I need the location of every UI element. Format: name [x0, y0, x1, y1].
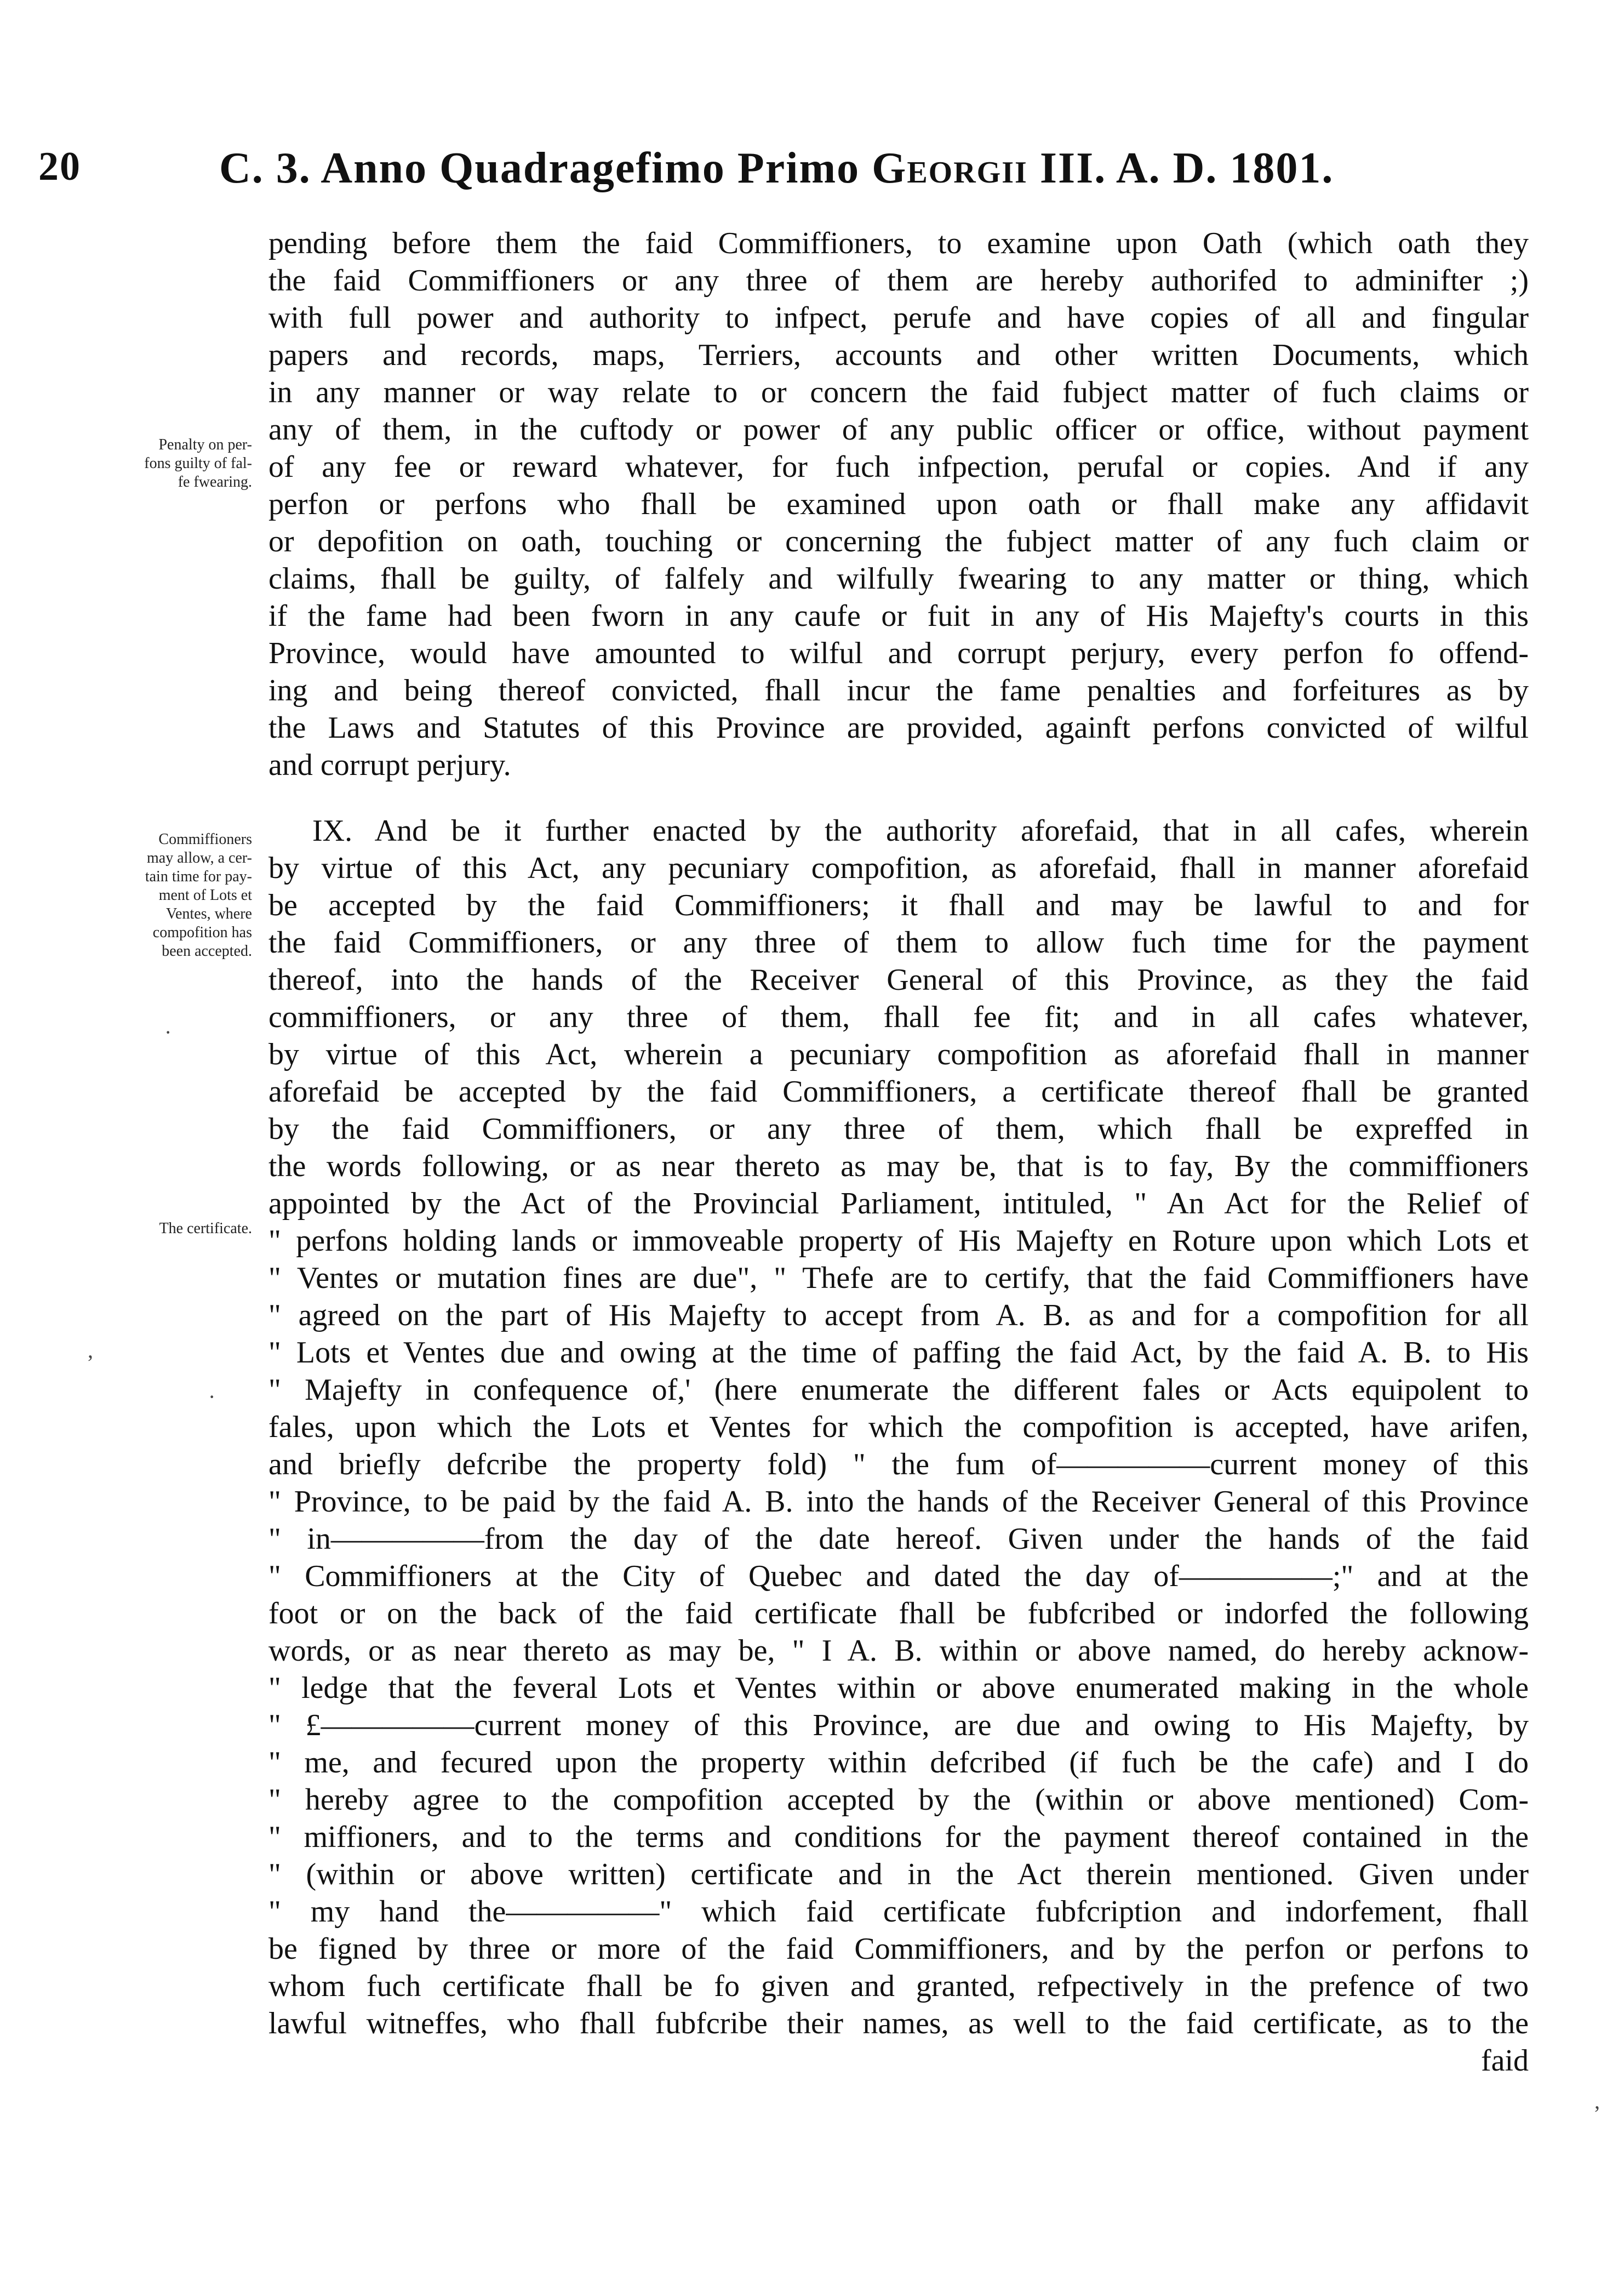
text-line: lawful witneffes, who fhall fubfcribe their names, as well to the faid certificate, as to the: [268, 2006, 1529, 2040]
text-line: be accepted by the faid Commiffioners; it fhall and may be lawful to and for: [268, 888, 1529, 922]
section-ix-start: IX. And be it further enacted by the authority aforefaid, that in all cafes, wherein: [312, 814, 1529, 848]
text-line: pending before them the faid Commiffioners, to examine upon Oath (which oath they: [268, 226, 1529, 260]
text-line: the faid Commiffioners, or any three of them to allow fuch time for the payment: [268, 926, 1529, 960]
page-number: 20: [38, 144, 81, 189]
text-line: any of them, in the cuftody or power of any public officer or office, without payment: [268, 413, 1529, 447]
text-line: foot or on the back of the faid certificate fhall be fubfcribed or indorfed the following: [268, 1597, 1529, 1630]
text-line: " ledge that the feveral Lots et Ventes within or above enumerated making in the whole: [268, 1671, 1529, 1705]
text-line: aforefaid be accepted by the faid Commiffioners, a certificate thereof fhall be granted: [268, 1075, 1529, 1109]
marginal-note-commissioners: Commiffioners may allow, a cer- tain time for pay- ment of Lots et Ventes, where compofition has been accepted.: [145, 831, 252, 960]
text-line: be figned by three or more of the faid Commiffioners, and by the perfon or perfons to: [268, 1932, 1529, 1966]
text-line: by virtue of this Act, any pecuniary compofition, as aforefaid, fhall in manner aforefaid: [268, 851, 1529, 885]
text-line: by the faid Commiffioners, or any three of them, which fhall be expreffed in: [268, 1112, 1529, 1146]
stray-mark: ·: [208, 1384, 216, 1409]
text-line: papers and records, maps, Terriers, accounts and other written Documents, which: [268, 338, 1529, 372]
text-line: ing and being thereof convicted, fhall incur the fame penalties and forfeitures as by: [268, 674, 1529, 708]
text-line: claims, fhall be guilty, of falfely and wilfully fwearing to any matter or thing, which: [268, 562, 1529, 596]
stray-mark: ,: [88, 1338, 93, 1362]
body-text: [268, 225, 1529, 2079]
text-line: the words following, or as near thereto as may be, that is to fay, By the commiffioners: [268, 1149, 1529, 1183]
text-line: " £—————current money of this Province, are due and owing to His Majefty, by: [268, 1708, 1529, 1742]
text-line: " Lots et Ventes due and owing at the time of paffing the faid Act, by the faid A. B. to His: [268, 1336, 1529, 1370]
text-line: thereof, into the hands of the Receiver General of this Province, as they the faid: [268, 963, 1529, 997]
text-line: commiffioners, or any three of them, fhall fee fit; and in all cafes whatever,: [268, 1000, 1529, 1034]
text-line: by virtue of this Act, wherein a pecuniary compofition as aforefaid fhall in manner: [268, 1037, 1529, 1071]
page-header: [0, 144, 1624, 193]
text-line: the Laws and Statutes of this Province are provided, againft perfons convicted of wilful: [268, 711, 1529, 745]
text-line: perfon or perfons who fhall be examined upon oath or fhall make any affidavit: [268, 487, 1529, 521]
text-line: or depofition on oath, touching or concerning the fubject matter of any fuch claim or: [268, 524, 1529, 558]
text-line: fales, upon which the Lots et Ventes for which the compofition is accepted, have arifen,: [268, 1410, 1529, 1444]
catchword: faid: [1480, 2044, 1529, 2078]
text-line: and briefly defcribe the property fold) " the fum of—————current money of this: [268, 1447, 1529, 1481]
text-line: and corrupt perjury.: [268, 748, 511, 782]
text-line: in any manner or way relate to or concern the faid fubject matter of fuch claims or: [268, 375, 1529, 409]
text-line: " Province, to be paid by the faid A. B. into the hands of the Receiver General of this Province: [268, 1485, 1529, 1519]
text-line: " my hand the—————" which faid certificate fubfcription and indorfement, fhall: [268, 1895, 1529, 1929]
text-line: Province, would have amounted to wilful and corrupt perjury, every perfon fo offend-: [268, 636, 1529, 670]
text-line: whom fuch certificate fhall be fo given and granted, refpectively in the prefence of two: [268, 1969, 1529, 2003]
text-line: " (within or above written) certificate and in the Act therein mentioned. Given under: [268, 1857, 1529, 1891]
running-head: C. 3. Anno Quadragefimo Primo Georgii III. A. D. 1801.: [219, 144, 1334, 192]
text-line: appointed by the Act of the Provincial Parliament, intituled, " An Act for the Relief of: [268, 1187, 1529, 1221]
text-line: " Majefty in confequence of,' (here enumerate the different fales or Acts equipolent to: [268, 1373, 1529, 1407]
text-line: " Commiffioners at the City of Quebec and dated the day of—————;" and at the: [268, 1559, 1529, 1593]
marginal-note-certificate: The certificate.: [159, 1220, 252, 1237]
stray-mark: ·: [164, 1020, 172, 1045]
text-line: the faid Commiffioners or any three of them are hereby authorifed to adminifter ;): [268, 264, 1529, 298]
text-line: if the fame had been fworn in any caufe or fuit in any of His Majefty's courts in this: [268, 599, 1529, 633]
text-line: of any fee or reward whatever, for fuch infpection, perufal or copies. And if any: [268, 450, 1529, 484]
text-line: words, or as near thereto as may be, " I A. B. within or above named, do hereby acknow-: [268, 1634, 1529, 1668]
text-line: " hereby agree to the compofition accepted by the (within or above mentioned) Com-: [268, 1783, 1529, 1817]
text-line: " me, and fecured upon the property within defcribed (if fuch be the cafe) and I do: [268, 1746, 1529, 1780]
text-line: " miffioners, and to the terms and conditions for the payment thereof contained in the: [268, 1820, 1529, 1854]
stray-mark: ,: [1594, 2089, 1600, 2113]
text-line: with full power and authority to infpect, perufe and have copies of all and fingular: [268, 301, 1529, 335]
marginal-note-penalty: Penalty on per- fons guilty of fal- fe fwearing.: [144, 436, 252, 491]
text-line: " perfons holding lands or immoveable property of His Majefty en Roture upon which Lots et: [268, 1224, 1529, 1258]
text-line: " in—————from the day of the date hereof. Given under the hands of the faid: [268, 1522, 1529, 1556]
text-line: " agreed on the part of His Majefty to accept from A. B. as and for a compofition for all: [268, 1298, 1529, 1332]
text-line: " Ventes or mutation fines are due", " Thefe are to certify, that the faid Commiffioners have: [268, 1261, 1529, 1295]
